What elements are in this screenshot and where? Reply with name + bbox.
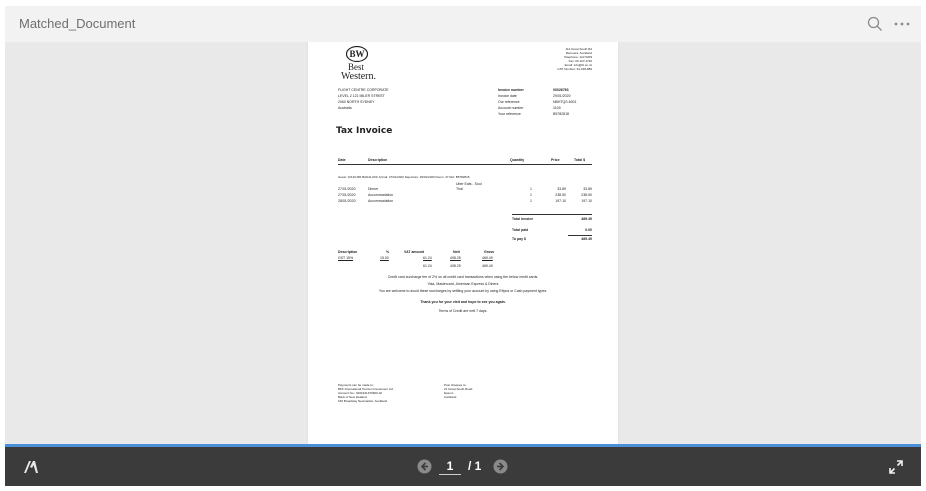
row-price: 197.10 bbox=[555, 199, 566, 203]
uber-note: Uber Eats - Soul bbox=[456, 182, 482, 186]
logo-line1: Best bbox=[348, 62, 365, 72]
customer-line: FLIGHT CENTRE CORPORATE bbox=[338, 88, 389, 92]
row-date: 27/01/2020 bbox=[338, 187, 356, 191]
postal-line: Epsom bbox=[444, 391, 454, 395]
invoice-date: 29/01/2020 bbox=[553, 94, 571, 98]
row-total: 238.50 bbox=[581, 193, 592, 197]
thanks-line: Thank you for your visit and hope to see you again. bbox=[420, 300, 506, 304]
row-price: 33.89 bbox=[557, 187, 566, 191]
row-desc: Accommodation bbox=[368, 193, 394, 197]
document-viewer bbox=[5, 6, 921, 486]
gst-col: Gross bbox=[484, 250, 495, 254]
document-canvas[interactable] bbox=[5, 42, 921, 444]
meta-label: Invoice date bbox=[498, 94, 517, 98]
address-line: GST Number: 91-018-880 bbox=[557, 67, 592, 71]
row-desc: Accommodation bbox=[368, 199, 394, 203]
gst-cell: GST 15% bbox=[338, 256, 354, 260]
our-reference: NBHTQS-6001 bbox=[553, 100, 577, 104]
gst-col: % bbox=[386, 250, 390, 254]
payment-line: 150 Broadway Newmarket, Auckland bbox=[338, 399, 388, 403]
postal-line: Post cheques to: bbox=[444, 383, 467, 387]
col-total: Total $ bbox=[574, 158, 586, 162]
address-line: Telephone: 122 5209 bbox=[563, 55, 592, 59]
address-line: Fax: 09 123 1720 bbox=[568, 59, 592, 63]
row-price: 238.50 bbox=[555, 193, 566, 197]
gst-cell: 15.00 bbox=[380, 256, 389, 260]
row-total: 197.10 bbox=[581, 199, 592, 203]
row-qty: 1 bbox=[530, 199, 532, 203]
notice-line: Visa, Mastercard, American Express & Diners bbox=[427, 282, 499, 286]
totals-rule bbox=[512, 214, 592, 215]
to-pay-label: To pay $ bbox=[512, 237, 526, 241]
customer-line: LEVEL 2 121 MILER STREET bbox=[338, 94, 385, 98]
row-total: 33.89 bbox=[583, 187, 592, 191]
paid-rule bbox=[568, 235, 592, 236]
title-bar bbox=[5, 6, 921, 42]
meta-label: Account number bbox=[498, 106, 524, 110]
gst-cell: 61.24 bbox=[423, 256, 432, 260]
page-total: / 1 bbox=[468, 459, 482, 473]
gst-cell: 469.49 bbox=[482, 256, 493, 260]
document-title: Matched_Document bbox=[19, 16, 136, 31]
col-quantity: Quantity bbox=[510, 158, 525, 162]
gst-col: VAT amount bbox=[404, 250, 425, 254]
customer-line: 2060 NORTH SYDNEY bbox=[338, 100, 375, 104]
col-date: Date bbox=[338, 158, 346, 162]
gst-cell: 408.25 bbox=[450, 256, 461, 260]
invoice-heading: Tax Invoice bbox=[336, 126, 393, 136]
row-extra: Thai bbox=[456, 187, 463, 191]
header-rule bbox=[338, 164, 592, 165]
viewer-toolbar bbox=[5, 447, 921, 486]
search-icon[interactable] bbox=[866, 15, 884, 33]
total-paid: 0.00 bbox=[585, 228, 592, 232]
notice-line: Credit card surcharge fee of 2% on all credit card transactions when using the below credit cards. bbox=[387, 275, 539, 279]
total-paid-label: Total paid bbox=[512, 228, 529, 232]
total-invoice-label: Total invoice bbox=[512, 217, 534, 221]
meta-label: Your reference bbox=[498, 112, 521, 116]
postal-line: Auckland bbox=[444, 395, 457, 399]
col-price: Price bbox=[551, 158, 560, 162]
fullscreen-icon[interactable] bbox=[888, 459, 904, 475]
gst-col: Nett bbox=[453, 250, 460, 254]
col-description: Description bbox=[368, 158, 388, 162]
payment-line: BKF International Tourism Investment Ltd bbox=[338, 387, 393, 391]
logo-monogram: BW bbox=[349, 49, 365, 59]
invoice-number: 00026783 bbox=[553, 88, 569, 92]
account-number: 1109 bbox=[553, 106, 561, 110]
invoice-page bbox=[308, 42, 618, 444]
row-date: 28/01/2020 bbox=[338, 199, 356, 203]
gst-total: 61.24 bbox=[423, 264, 432, 268]
meta-label: Invoice number bbox=[498, 88, 524, 92]
gst-total: 408.25 bbox=[450, 264, 461, 268]
total-invoice: 469.49 bbox=[581, 217, 592, 221]
customer-line: Australia bbox=[338, 106, 352, 110]
address-line: Remuera, Auckland bbox=[565, 51, 592, 55]
guest-line: Guest: JOHN MR BADALOFF Arrival: 27/01/2020 Departure: 29/01/2020 Room: 37 Ref: B5782818 bbox=[338, 175, 470, 179]
your-reference: B5782818 bbox=[553, 112, 569, 116]
next-page-icon[interactable] bbox=[493, 459, 508, 474]
payment-line: Payments can be made to: bbox=[338, 383, 374, 387]
gst-total: 469.49 bbox=[482, 264, 493, 268]
row-desc: Dinner bbox=[368, 187, 379, 191]
row-qty: 1 bbox=[530, 193, 532, 197]
notice-line: You are welcome to avoid these surcharges by settling your account by using Eftpos or Cash payment types. bbox=[378, 289, 548, 293]
logo-line2: Western. bbox=[341, 71, 377, 82]
gst-col: Description bbox=[338, 250, 358, 254]
payment-line: Bank of New Zealand bbox=[338, 395, 367, 399]
row-qty: 1 bbox=[530, 187, 532, 191]
postal-line: 21 Great South Road bbox=[444, 387, 473, 391]
best-western-logo bbox=[338, 46, 378, 84]
meta-label: Our reference bbox=[498, 100, 520, 104]
more-icon[interactable] bbox=[893, 15, 911, 33]
terms-line: Terms of Credit are nett 7 days. bbox=[438, 309, 488, 313]
to-pay: 469.49 bbox=[581, 237, 592, 241]
address-line: 112 Great South Rd bbox=[565, 47, 592, 51]
row-date: 27/01/2020 bbox=[338, 193, 356, 197]
acrobat-logo-icon[interactable] bbox=[23, 460, 39, 474]
prev-page-icon[interactable] bbox=[417, 459, 432, 474]
current-page-input[interactable]: 1 bbox=[439, 459, 461, 475]
address-line: Email: info@bl.co.nz bbox=[564, 63, 592, 67]
payment-line: Account No.: 0201941370600-02 bbox=[338, 391, 383, 395]
